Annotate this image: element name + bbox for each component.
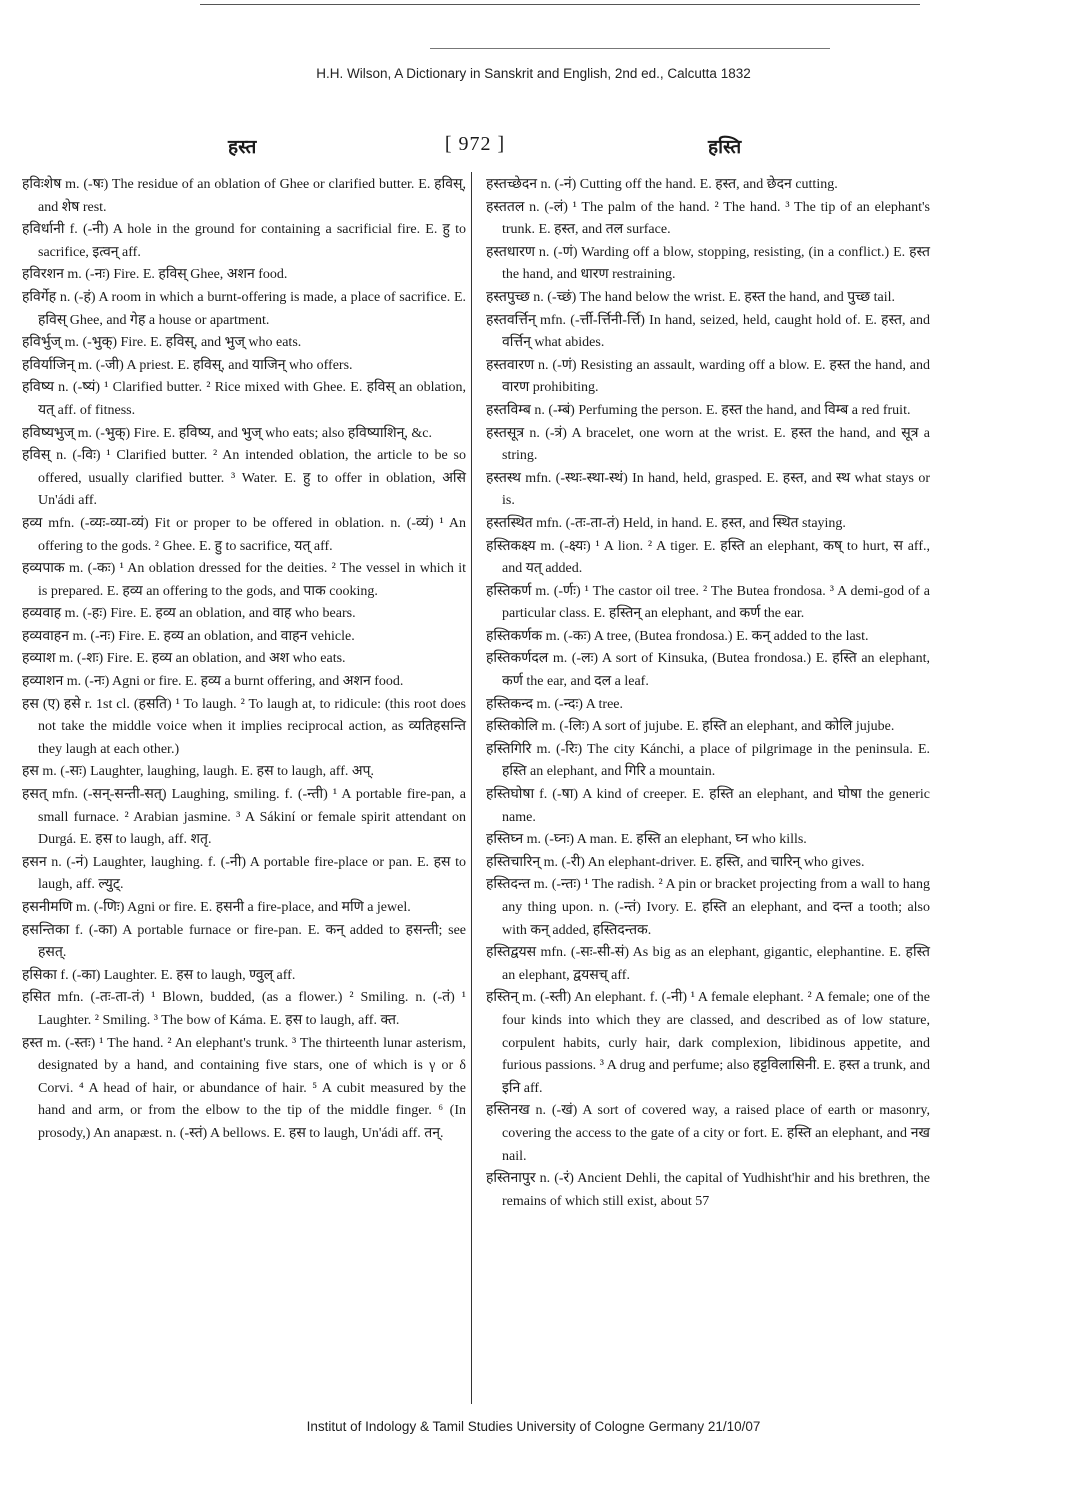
dictionary-entry: हस्तिकर्णक m. (-कः) A tree, (Butea frondosa.) E. कन् added to the last. — [486, 628, 869, 644]
dictionary-entry: हस्तिन् m. (-स्ती) An elephant. f. (-नी) ¹ A female elephant. ² A female; one of the four kinds into which they are classed, and described as of low stature, corpulent habits, curly hair, dark complexion, libidinous appetite, and furious passions. ³ A drug and perfume; also हट्टविलासिनी. E. हस्त a trunk, and इनि aff. — [486, 990, 930, 1096]
dictionary-entry: हसित mfn. (-तः-ता-तं) ¹ Blown, budded, (as a flower.) ² Smiling. n. (-तं) ¹ Laughter. ² Smiling. ³ The bow of Káma. E. हस to laugh, aff. क्त. — [22, 990, 466, 1028]
dictionary-entry: हस्तिचारिन् m. (-री) An elephant-driver. E. हस्ति, and चारिन् who gives. — [486, 854, 865, 870]
dictionary-entry: हस्तिनख n. (-खं) A sort of covered way, a raised place of earth or masonry, covering the access to the gate of a city or fort. E. हस्ति an elephant, and नख nail. — [486, 1103, 930, 1164]
dictionary-entry: हस m. (-सः) Laughter, laughing, laugh. E. हस to laugh, aff. अप्. — [22, 764, 375, 780]
dictionary-entry: हविर्धानी f. (-नी) A hole in the ground for containing a sacrificial fire. E. हु to sacrifice, इत्वन् aff. — [22, 222, 466, 260]
dictionary-entry: हविःशेष m. (-षः) The residue of an oblation of Ghee or clarified butter. E. हविस्, and शेष rest. — [22, 177, 466, 215]
dictionary-entry: हव्याशन m. (-नः) Agni or fire. E. हव्य a burnt offering, and अशन food. — [22, 674, 404, 690]
dictionary-entry: हसनीमणि m. (-णिः) Agni or fire. E. हसनी a fire-place, and मणि a jewel. — [22, 900, 411, 915]
dictionary-entry: हस्तवर्त्तिन् mfn. (-र्त्ती-र्त्तिनी-र्त्ति) In hand, seized, held, caught hold of. E. हस्त, and वर्त्तिन् what abides. — [486, 312, 930, 351]
page-number: [ 972 ] — [444, 133, 506, 155]
dictionary-entry: हविर्भुज् m. (-भुक्) Fire. E. हविस्, and भुज् who eats. — [22, 335, 302, 351]
top-rule-secondary — [430, 48, 830, 49]
dictionary-entry: हस (ए) हसे r. 1st cl. (हसति) ¹ To laugh. ² To laugh at, to ridicule: (this root does not take the middle voice when it implies reciprocal action, as व्यतिहसन्ति they laugh at each other.) — [22, 696, 466, 757]
dictionary-entry: हस्तस्थ mfn. (-स्थः-स्था-स्थं) In hand, held, grasped. E. हस्त, and स्थ what stays or is. — [486, 470, 930, 509]
dictionary-entry: हस्तविम्ब n. (-म्बं) Perfuming the person. E. हस्त the hand, and विम्ब a red fruit. — [486, 402, 911, 418]
running-head-right: हस्ति — [708, 137, 742, 158]
dictionary-entry: हस्तिगिरि m. (-रिः) The city Kánchi, a place of pilgrimage in the peninsula. E. हस्ति an elephant, and गिरि a mountain. — [486, 741, 930, 780]
dictionary-entry: हव्यवाह m. (-हः) Fire. E. हव्य an oblation, and वाह who bears. — [22, 606, 356, 622]
left-column — [22, 174, 466, 1146]
dictionary-entry: हसन्तिका f. (-का) A portable furnace or fire-pan. E. कन् added to हसन्ती; see हसत्. — [22, 922, 466, 961]
dictionary-entry: हव्यपाक m. (-कः) ¹ An oblation dressed for the deities. ² The vessel in which it is prepared. E. हव्य an offering to the gods, and पाक cooking. — [22, 561, 466, 599]
dictionary-entry: हस्तवारण n. (-णं) Resisting an assault, warding off a blow. E. हस्त the hand, and वारण prohibiting. — [486, 357, 930, 396]
dictionary-entry: हस्तसूत्र n. (-त्रं) A bracelet, one worn at the wrist. E. हस्त the hand, and सूत्र a string. — [486, 425, 930, 464]
dictionary-entry: हस्तिनापुर n. (-रं) Ancient Dehli, the capital of Yudhisht'hir and his brethren, the remains of which still exist, about 57 — [486, 1171, 930, 1209]
dictionary-entry: हस्तिद्वयस mfn. (-सः-सी-सं) As big as an elephant, gigantic, elephantine. E. हस्ति an elephant, द्वयसच् aff. — [486, 945, 930, 983]
column-divider — [471, 172, 472, 1404]
dictionary-entry: हस्तिकन्द m. (-न्दः) A tree. — [486, 696, 624, 712]
dictionary-entry: हस्तिघ्न m. (-घ्नः) A man. E. हस्ति an elephant, घ्न who kills. — [486, 832, 807, 848]
footer-credit: Institut of Indology & Tamil Studies University of Cologne Germany 21/10/07 — [306, 1419, 761, 1434]
dictionary-entry: हसन n. (-नं) Laughter, laughing. f. (-नी) A portable fire-place or pan. E. हस to laugh, aff. ल्युट्. — [22, 854, 466, 893]
dictionary-entry: हव्याश m. (-शः) Fire. E. हव्य an oblation, and अश who eats. — [22, 651, 346, 667]
dictionary-entry: हस्तिघोषा f. (-षा) A kind of creeper. E. हस्ति an elephant, and घोषा the generic name. — [486, 787, 930, 825]
running-head-left: हस्त — [228, 137, 257, 158]
dictionary-entry: हस्ततल n. (-लं) ¹ The palm of the hand. ² The hand. ³ The tip of an elephant's trunk. E. हस्त, and तल surface. — [486, 199, 930, 238]
dictionary-entry: हसत् mfn. (-सन्-सन्ती-सत्) Laughing, smiling. f. (-न्ती) ¹ A portable fire-pan, a small furnace. ² Arabian jasmine. ³ A Sákiní or female spirit attendant on Durgá. E. हस to laugh, aff. शतृ. — [22, 787, 466, 848]
source-line: H.H. Wilson, A Dictionary in Sanskrit and English, 2nd ed., Calcutta 1832 — [316, 66, 751, 81]
dictionary-entry: हस्त m. (-स्तः) ¹ The hand. ² An elephant's trunk. ³ The thirteenth lunar asterism, designated by a hand, and containing five stars, one of which is γ or δ Corvi. ⁴ A head of hair, or abundance of hair. ⁵ A cubit measured by the hand and arm, or from the elbow to the tip of the middle finger. ⁶ (In prosody,) An anapæst. n. (-स्तं) A bellows. E. हस to laugh, Un'ádi aff. तन्. — [22, 1035, 466, 1141]
dictionary-entry: हव्य mfn. (-व्यः-व्या-व्यं) Fit or proper to be offered in oblation. n. (-व्यं) ¹ An offering to the gods. ² Ghee. E. हु to sacrifice, यत् aff. — [22, 515, 466, 554]
dictionary-entry: हव्यवाहन m. (-नः) Fire. E. हव्य an oblation, and वाहन vehicle. — [22, 628, 355, 644]
dictionary-entry: हस्तच्छेदन n. (-नं) Cutting off the hand. E. हस्त, and छेदन cutting. — [486, 177, 838, 192]
dictionary-entry: हविर्गेह n. (-हं) A room in which a burnt-offering is made, a place of sacrifice. E. हविस् Ghee, and गेह a house or apartment. — [22, 289, 466, 328]
dictionary-entry: हस्तिदन्त m. (-न्तः) ¹ The radish. ² A pin or bracket projecting from a wall to hang any thing upon. n. (-न्तं) Ivory. E. हस्ति an elephant, and दन्त a tooth; also with कन् added, हस्तिदन्तक. — [486, 877, 930, 938]
dictionary-entry: हस्तिकर्ण m. (-र्णः) ¹ The castor oil tree. ² The Butea frondosa. ³ A demi-god of a particular class. E. हस्तिन् an elephant, and कर्ण the ear. — [486, 583, 930, 622]
dictionary-entry: हस्तिकोलि m. (-लिः) A sort of jujube. E. हस्ति an elephant, and कोलि jujube. — [486, 719, 895, 735]
dictionary-entry: हविस् n. (-विः) ¹ Clarified butter. ² An intended oblation, the article to be so offered, usually clarified butter. ³ Water. E. हु to offer in oblation, असि Un'ádi aff. — [22, 448, 466, 509]
dictionary-entry: हस्तपुच्छ n. (-च्छं) The hand below the wrist. E. हस्त the hand, and पुच्छ tail. — [486, 289, 896, 305]
top-rule — [200, 4, 920, 5]
dictionary-entry: हसिका f. (-का) Laughter. E. हस to laugh, ण्वुल् aff. — [22, 967, 296, 983]
dictionary-entry: हविष्य n. (-ष्यं) ¹ Clarified butter. ² Rice mixed with Ghee. E. हविस् an oblation, यत् aff. of fitness. — [22, 380, 466, 418]
dictionary-entry: हस्तिकर्णदल m. (-लः) A sort of Kinsuka, (Butea frondosa.) E. हस्ति an elephant, कर्ण the ear, and दल a leaf. — [486, 651, 930, 690]
dictionary-entry: हविष्यभुज् m. (-भुक्) Fire. E. हविष्य, and भुज् who eats; also हविष्याशिन्, &c. — [22, 425, 433, 441]
dictionary-entry: हविर्याजिन् m. (-जी) A priest. E. हविस्, and याजिन् who offers. — [22, 357, 353, 373]
dictionary-entry: हविरशन m. (-नः) Fire. E. हविस् Ghee, अशन food. — [22, 267, 288, 283]
dictionary-entry: हस्तधारण n. (-णं) Warding off a blow, stopping, resisting, (in a conflict.) E. हस्त the hand, and धारण restraining. — [486, 244, 930, 283]
dictionary-entry: हस्तिकक्ष्य m. (-क्ष्यः) ¹ A lion. ² A tiger. E. हस्ति an elephant, कष् to hurt, स aff., and यत् added. — [486, 538, 930, 577]
dictionary-entry: हस्तस्थित mfn. (-तः-ता-तं) Held, in hand. E. हस्त, and स्थित staying. — [486, 515, 846, 531]
right-column — [486, 174, 930, 1213]
